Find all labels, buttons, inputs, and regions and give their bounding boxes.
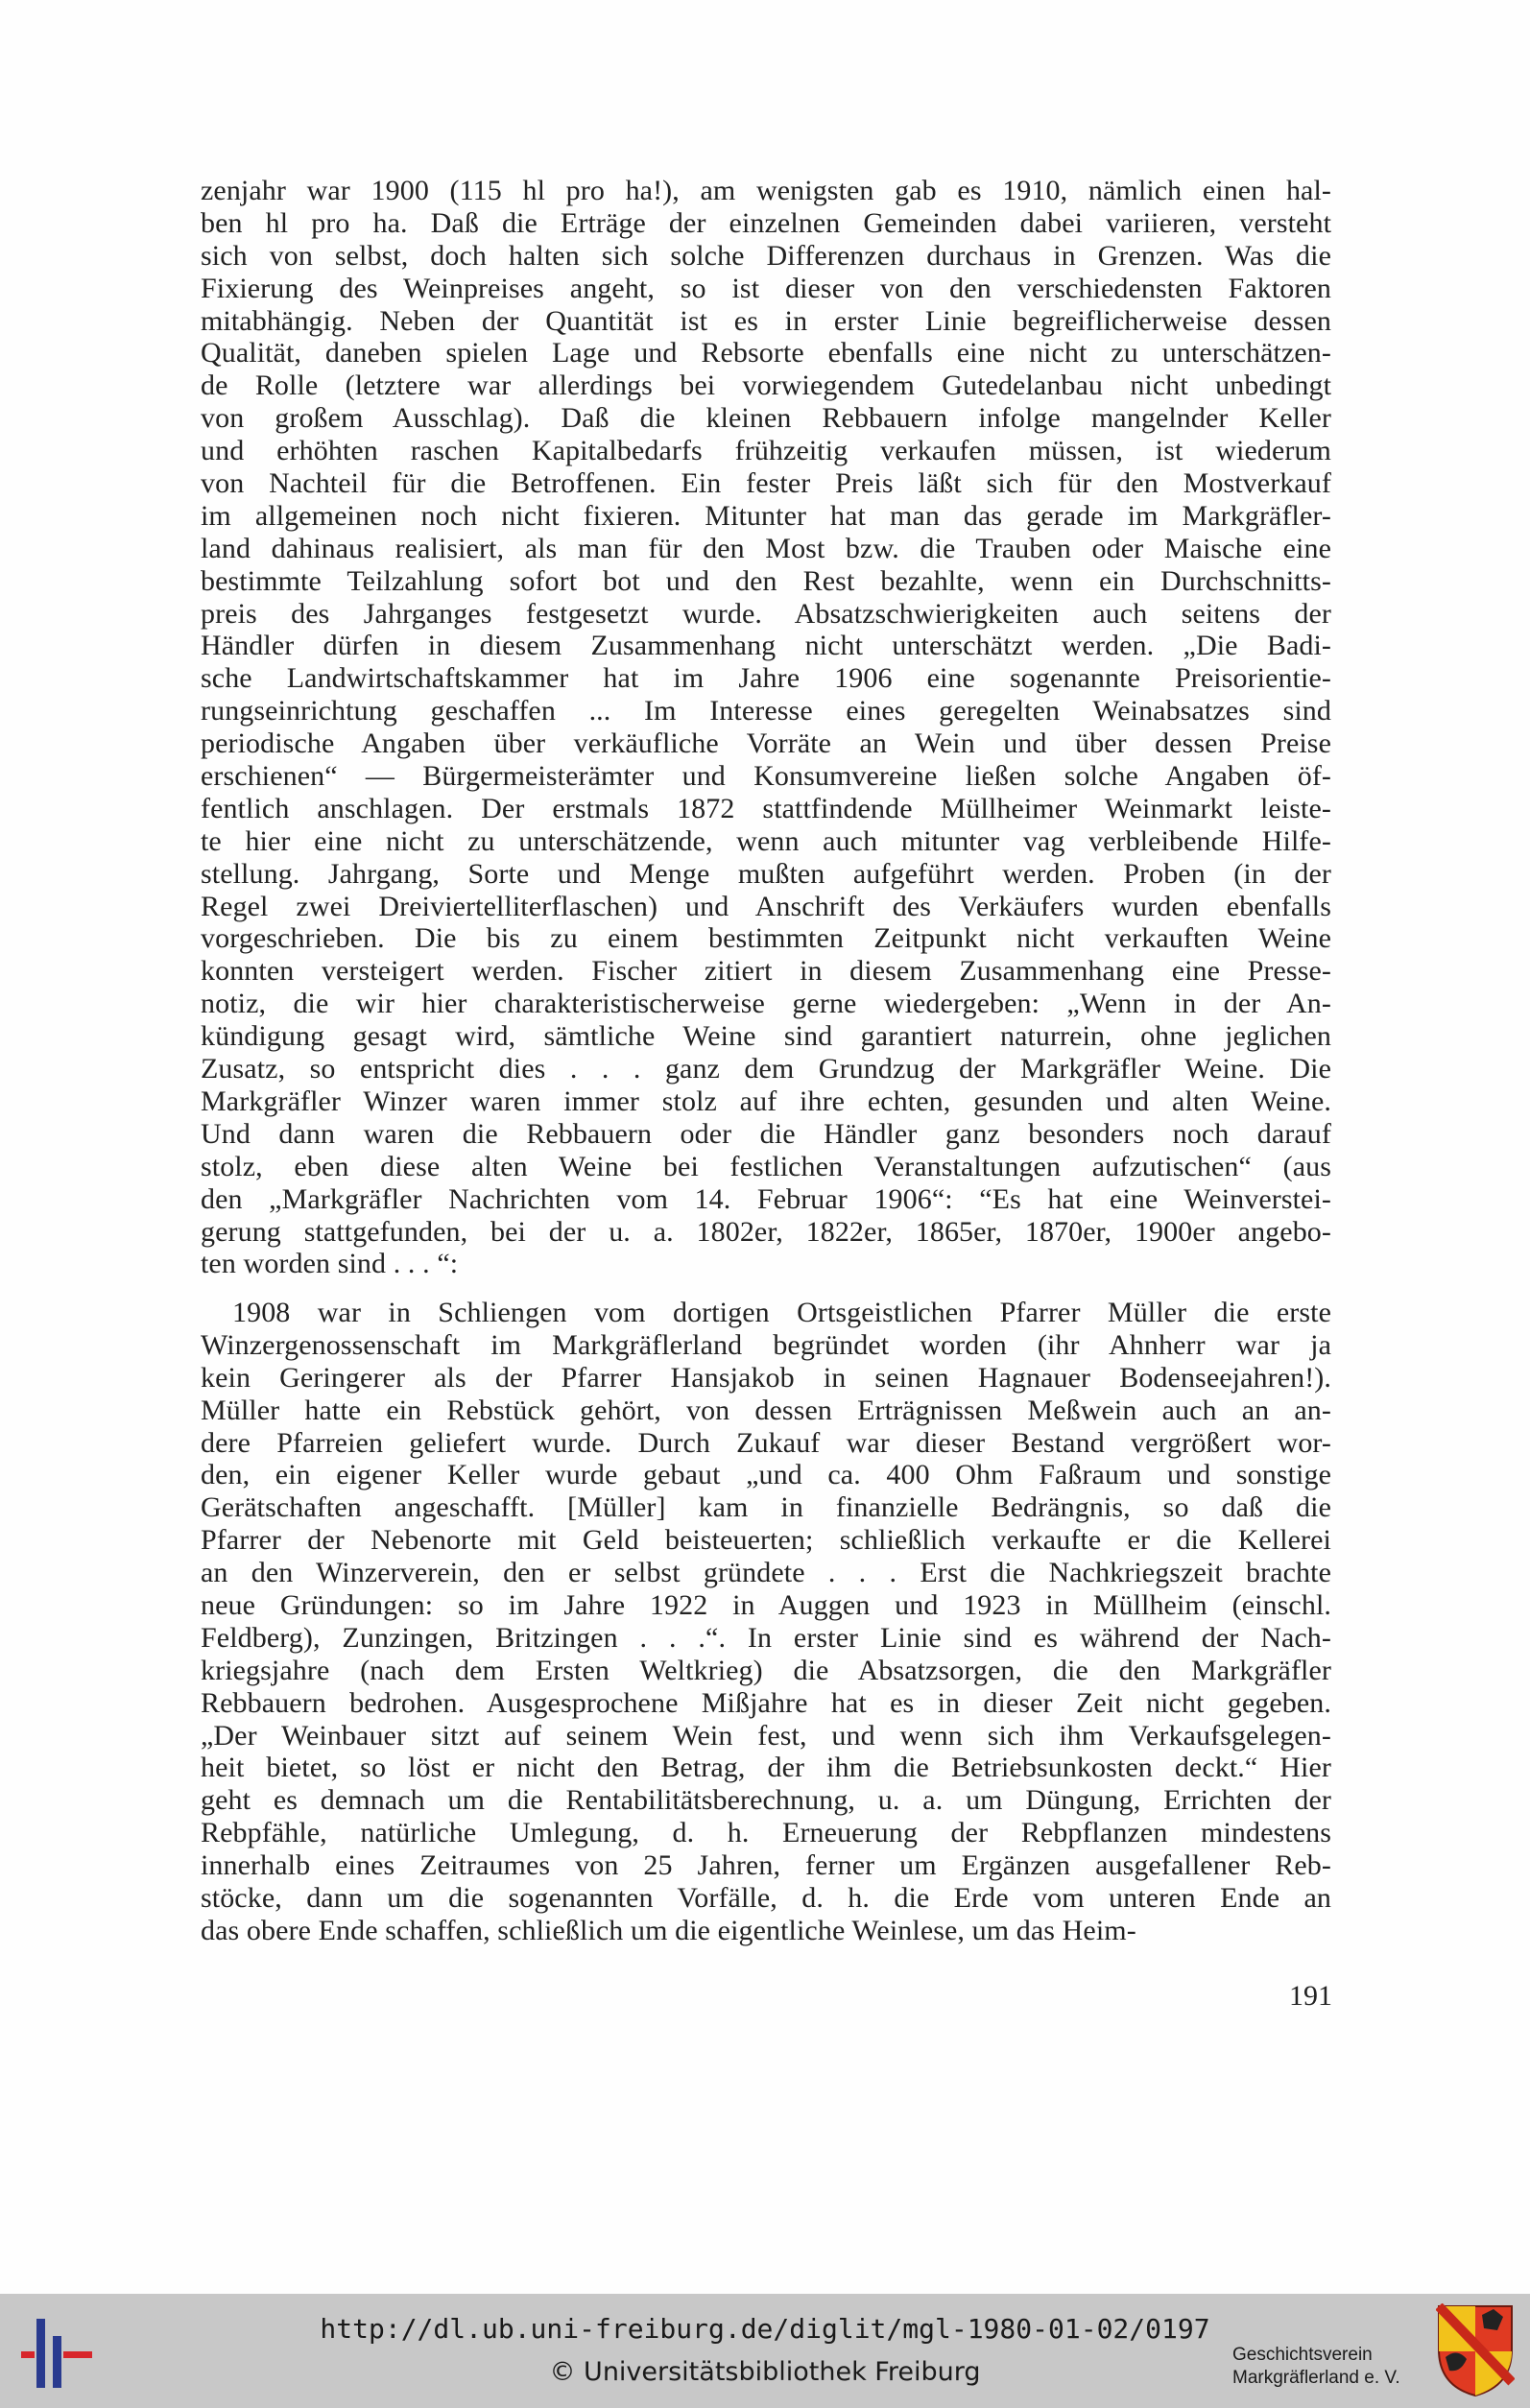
text-line: dere Pfarreien geliefert wurde. Durch Zukauf war dieser Bestand vergrößert wor-	[201, 1426, 1331, 1459]
text-line: „Der Weinbauer sitzt auf seinem Wein fest, und wenn sich ihm Verkaufsgelegen-	[201, 1719, 1331, 1752]
text-line: Gerätschaften angeschafft. [Müller] kam in finanzielle Bedrängnis, so daß die	[201, 1491, 1331, 1524]
text-line: erschienen“ — Bürgermeisterämter und Konsumvereine ließen solche Angaben öf-	[201, 760, 1331, 793]
text-line: de Rolle (letztere war allerdings bei vorwiegendem Gutedelanbau nicht unbedingt	[201, 370, 1331, 402]
text-line: an den Winzerverein, den er selbst gründete . . . Erst die Nachkriegszeit brachte	[201, 1557, 1331, 1589]
text-line: stellung. Jahrgang, Sorte und Menge mußten aufgeführt werden. Proben (in der	[201, 857, 1331, 890]
society-name	[1232, 2344, 1453, 2390]
text-line: 1908 war in Schliengen vom dortigen Ortsgeistlichen Pfarrer Müller die erste	[232, 1297, 1331, 1328]
text-line: den „Markgräfler Nachrichten vom 14. Februar 1906“: “Es hat eine Weinverstei-	[201, 1182, 1331, 1215]
text-line: kein Geringerer als der Pfarrer Hansjakob in seinen Hagnauer Bodenseejahren!).	[201, 1361, 1331, 1394]
text-line: Feldberg), Zunzingen, Britzingen . . .“. In erster Linie sind es während der Nach-	[201, 1621, 1331, 1654]
footer-copyright: © Universitätsbibliothek Freiburg	[549, 2357, 981, 2387]
text-line: rungseinrichtung geschaffen ... Im Interesse eines geregelten Weinabsatzes sind	[201, 695, 1331, 727]
text-line: bestimmte Teilzahlung sofort bot und den Rest bezahlte, wenn ein Durchschnitts-	[201, 564, 1331, 597]
text-line: den, ein eigener Keller wurde gebaut „und ca. 400 Ohm Faßraum und sonstige	[201, 1459, 1331, 1491]
text-line: und erhöhten raschen Kapitalbedarfs frühzeitig verkaufen müssen, ist wiederum	[201, 435, 1331, 467]
page-number: 191	[1289, 1980, 1332, 2012]
text-line: sich von selbst, doch halten sich solche Differenzen durchaus in Grenzen. Was die	[201, 239, 1331, 272]
text-line: stolz, eben diese alten Weine bei festlichen Veranstaltungen aufzutischen“ (aus	[201, 1150, 1331, 1182]
text-line: das obere Ende schaffen, schließlich um die eigentliche Weinlese, um das Heim-	[201, 1914, 1136, 1946]
text-line: stöcke, dann um die sogenannten Vorfälle, d. h. die Erde vom unteren Ende an	[201, 1882, 1331, 1915]
text-line: sche Landwirtschaftskammer hat im Jahre 1906 eine sogenannte Preisorientie-	[201, 662, 1331, 695]
text-line: Und dann waren die Rebbauern oder die Händler ganz besonders noch darauf	[201, 1117, 1331, 1150]
text-line: te hier eine nicht zu unterschätzende, wenn auch mitunter vag verbleibende Hilfe-	[201, 824, 1331, 857]
text-line: land dahinaus realisiert, als man für den Most bzw. die Trauben oder Maische eine	[201, 532, 1331, 564]
paragraph-2	[201, 1297, 1331, 1947]
text-line: vorgeschrieben. Die bis zu einem bestimmten Zeitpunkt nicht verkauften Weine	[201, 922, 1331, 955]
footer-url-link[interactable]: http://dl.ub.uni-freiburg.de/diglit/mgl-1980-01-02/0197	[320, 2313, 1210, 2345]
text-line: Rebbauern bedrohen. Ausgesprochene Mißjahre hat es in dieser Zeit nicht gegeben.	[201, 1686, 1331, 1719]
text-line: konnten versteigert werden. Fischer zitiert in diesem Zusammenhang eine Presse-	[201, 955, 1331, 988]
text-line: notiz, die wir hier charakteristischerweise gerne wiedergeben: „Wenn in der An-	[201, 988, 1331, 1020]
text-line: Qualität, daneben spielen Lage und Rebsorte ebenfalls eine nicht zu unterschätzen-	[201, 337, 1331, 370]
text-line: periodische Angaben über verkäufliche Vorräte an Wein und über dessen Preise	[201, 727, 1331, 760]
text-line: geht es demnach um die Rentabilitätsberechnung, u. a. um Düngung, Errichten der	[201, 1784, 1331, 1817]
text-line: Müller hatte ein Rebstück gehört, von dessen Erträgnissen Meßwein auch an an-	[201, 1394, 1331, 1426]
text-line: ben hl pro ha. Daß die Erträge der einzelnen Gemeinden dabei variieren, versteht	[201, 206, 1331, 239]
text-line: ten worden sind . . . “:	[201, 1248, 459, 1280]
society-name-line-1: Geschichtsverein	[1232, 2345, 1373, 2365]
text-line: kriegsjahre (nach dem Ersten Weltkrieg) die Absatzsorgen, die den Markgräfler	[201, 1654, 1331, 1686]
text-line: Zusatz, so entspricht dies . . . ganz dem Grundzug der Markgräfler Weine. Die	[201, 1053, 1331, 1085]
text-line: Markgräfler Winzer waren immer stolz auf ihre echten, gesunden und alten Weine.	[201, 1085, 1331, 1117]
text-line: mitabhängig. Neben der Quantität ist es in erster Linie begreiflicherweise dessen	[201, 304, 1331, 337]
text-line: Fixierung des Weinpreises angeht, so ist dieser von den verschiedensten Faktoren	[201, 272, 1331, 304]
paragraph-1	[201, 175, 1331, 1280]
text-line: zenjahr war 1900 (115 hl pro ha!), am wenigsten gab es 1910, nämlich einen hal-	[201, 175, 1331, 206]
text-line: heit bietet, so löst er nicht den Betrag, der ihm die Betriebsunkosten deckt.“ Hier	[201, 1752, 1331, 1784]
text-line: gerung stattgefunden, bei der u. a. 1802er, 1822er, 1865er, 1870er, 1900er angebo-	[201, 1215, 1331, 1248]
text-line: Rebpfähle, natürliche Umlegung, d. h. Erneuerung der Rebpflanzen mindestens	[201, 1817, 1331, 1849]
footer-bar	[0, 2294, 1530, 2408]
text-line: von Nachteil für die Betroffenen. Ein fester Preis läßt sich für den Mostverkauf	[201, 467, 1331, 500]
text-line: Winzergenossenschaft im Markgräflerland begründet worden (ihr Ahnherr war ja	[201, 1328, 1331, 1361]
text-line: preis des Jahrganges festgesetzt wurde. Absatzschwierigkeiten auch seitens der	[201, 597, 1331, 630]
text-line: fentlich anschlagen. Der erstmals 1872 stattfindende Müllheimer Weinmarkt leiste-	[201, 792, 1331, 824]
text-line: Regel zwei Dreiviertelliterflaschen) und Anschrift des Verkäufers wurden ebenfalls	[201, 890, 1331, 922]
text-line: innerhalb eines Zeitraumes von 25 Jahren, ferner um Ergänzen ausgefallener Reb-	[201, 1849, 1331, 1882]
society-name-line-2: Markgräflerland e. V.	[1232, 2368, 1400, 2388]
text-line: Pfarrer der Nebenorte mit Geld beisteuerten; schließlich verkaufte er die Kellerei	[201, 1524, 1331, 1557]
coat-of-arms-icon	[1436, 2303, 1515, 2397]
text-line: Händler dürfen in diesem Zusammenhang nicht unterschätzt werden. „Die Badi-	[201, 630, 1331, 662]
text-line: von großem Ausschlag). Daß die kleinen Rebbauern infolge mangelnder Keller	[201, 402, 1331, 435]
text-line: kündigung gesagt wird, sämtliche Weine sind garantiert naturrein, ohne jeglichen	[201, 1020, 1331, 1053]
text-line: im allgemeinen noch nicht fixieren. Mitunter hat man das gerade im Markgräfler-	[201, 499, 1331, 532]
text-line: neue Gründungen: so im Jahre 1922 in Auggen und 1923 in Müllheim (einschl.	[201, 1589, 1331, 1622]
